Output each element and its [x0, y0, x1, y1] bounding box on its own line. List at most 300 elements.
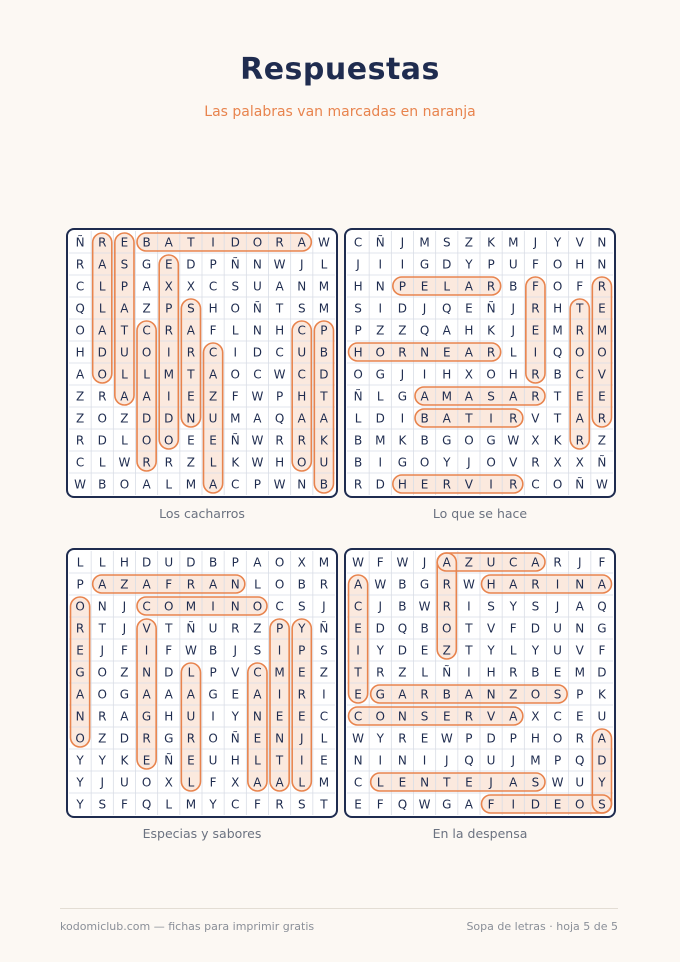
grid-letter: P — [298, 643, 306, 658]
grid-letter: D — [530, 621, 541, 636]
puzzle-caption: En la despensa — [432, 826, 528, 841]
grid-letter: F — [209, 323, 217, 338]
puzzle-grid-especias — [66, 548, 338, 818]
grid-letter: L — [320, 731, 328, 746]
grid-letter: V — [486, 709, 496, 724]
grid-letter: N — [353, 753, 363, 768]
grid-letter: U — [208, 621, 218, 636]
grid-letter: J — [422, 301, 427, 316]
grid-letter: D — [119, 731, 130, 746]
grid-letter: P — [576, 687, 584, 702]
grid-letter: Y — [376, 731, 384, 746]
grid-letter: J — [577, 555, 582, 570]
grid-letter: N — [297, 279, 307, 294]
grid-letter: E — [442, 709, 451, 724]
grid-letter: E — [275, 709, 284, 724]
grid-letter: O — [252, 599, 263, 614]
grid-letter: T — [354, 665, 362, 680]
grid-letter: J — [299, 731, 304, 746]
grid-letter: C — [253, 665, 262, 680]
grid-letter: U — [319, 455, 329, 470]
grid-letter: R — [376, 665, 385, 680]
grid-letter: R — [442, 577, 451, 592]
grid-letter: P — [320, 323, 328, 338]
grid-letter: P — [275, 621, 284, 636]
grid-letter: Y — [531, 643, 540, 658]
grid-letter: B — [398, 599, 407, 614]
grid-letter: O — [75, 731, 85, 746]
grid-letter: R — [98, 235, 107, 250]
grid-letter: R — [486, 279, 496, 294]
grid-letter: A — [353, 577, 363, 592]
grid-letter: P — [120, 279, 129, 294]
grid-letter: N — [142, 665, 152, 680]
grid-letter: H — [230, 753, 240, 768]
grid-letter: F — [231, 389, 239, 404]
grid-letter: F — [376, 555, 384, 570]
grid-letter: S — [297, 301, 306, 316]
grid-letter: K — [398, 433, 407, 448]
grid-letter: Ñ — [319, 621, 329, 636]
grid-letter: F — [576, 279, 584, 294]
grid-letter: O — [97, 665, 107, 680]
grid-letter: L — [187, 665, 195, 680]
grid-letter: L — [98, 555, 106, 570]
grid-letter: O — [97, 367, 107, 382]
grid-letter: Z — [120, 577, 129, 592]
grid-letter: Z — [398, 665, 407, 680]
grid-letter: V — [231, 665, 240, 680]
grid-letter: R — [575, 323, 584, 338]
grid-letter: U — [508, 257, 518, 272]
grid-letter: R — [231, 621, 240, 636]
grid-letter: C — [142, 599, 151, 614]
grid-letter: A — [509, 389, 518, 404]
grid-letter: L — [254, 577, 261, 592]
grid-letter: H — [530, 731, 540, 746]
grid-letter: A — [297, 411, 306, 426]
grid-letter: D — [97, 345, 107, 360]
grid-letter: J — [299, 257, 304, 272]
grid-letter: R — [464, 709, 474, 724]
grid-letter: Y — [231, 709, 239, 724]
grid-letter: G — [397, 455, 408, 470]
grid-letter: A — [75, 687, 85, 702]
grid-letter: T — [187, 235, 195, 250]
grid-letter: H — [297, 389, 307, 404]
grid-letter: M — [163, 367, 174, 382]
grid-letter: F — [531, 257, 539, 272]
grid-letter: I — [378, 257, 383, 272]
grid-letter: M — [318, 301, 330, 316]
grid-letter: P — [165, 301, 173, 316]
grid-letter: C — [553, 709, 562, 724]
grid-letter: U — [575, 775, 585, 790]
grid-letter: Q — [597, 599, 607, 614]
grid-letter: E — [76, 643, 84, 658]
grid-letter: V — [486, 621, 496, 636]
footer-divider — [60, 908, 618, 909]
grid-letter: B — [208, 555, 218, 570]
grid-letter: R — [297, 687, 306, 702]
grid-letter: N — [486, 687, 496, 702]
grid-letter: T — [465, 411, 473, 426]
puzzle-grid-lo-que-se-hace — [344, 228, 616, 498]
grid-letter: P — [553, 753, 562, 768]
grid-letter: R — [597, 411, 607, 426]
footer-page-info: Sopa de letras · hoja 5 de 5 — [466, 920, 618, 933]
grid-letter: O — [164, 599, 174, 614]
grid-letter: G — [419, 257, 430, 272]
grid-letter: N — [275, 731, 285, 746]
grid-letter: B — [319, 345, 329, 360]
grid-letter: G — [119, 687, 130, 702]
grid-letter: I — [166, 389, 171, 404]
grid-letter: U — [186, 709, 196, 724]
grid-letter: R — [186, 577, 196, 592]
grid-letter: O — [230, 301, 240, 316]
grid-letter: Ñ — [375, 235, 385, 250]
grid-letter: W — [352, 555, 365, 570]
grid-letter: Q — [442, 301, 452, 316]
grid-letter: Ñ — [486, 301, 496, 316]
grid-letter: Z — [398, 323, 407, 338]
grid-letter: F — [598, 643, 606, 658]
grid-letter: L — [231, 323, 239, 338]
grid-letter: Z — [442, 643, 451, 658]
grid-letter: Z — [597, 433, 607, 448]
grid-letter: Z — [208, 389, 218, 404]
grid-letter: P — [231, 555, 239, 570]
grid-letter: I — [400, 411, 405, 426]
grid-letter: C — [208, 279, 218, 294]
grid-letter: A — [120, 389, 129, 404]
grid-letter: Q — [419, 323, 430, 338]
grid-letter: B — [208, 643, 218, 658]
grid-letter: Ñ — [230, 731, 240, 746]
grid-letter: M — [274, 665, 285, 680]
grid-letter: R — [75, 621, 85, 636]
grid-letter: Z — [319, 665, 329, 680]
grid-letter: O — [486, 455, 496, 470]
grid-letter: L — [76, 555, 84, 570]
grid-letter: D — [442, 257, 452, 272]
grid-letter: M — [318, 775, 330, 790]
grid-letter: R — [575, 433, 584, 448]
grid-letter: W — [74, 477, 87, 492]
grid-letter: G — [164, 731, 174, 746]
grid-letter: I — [166, 345, 171, 360]
grid-letter: A — [275, 775, 284, 790]
grid-letter: Z — [75, 411, 85, 426]
grid-letter: L — [376, 775, 384, 790]
grid-letter: U — [486, 753, 496, 768]
grid-letter: X — [297, 555, 306, 570]
grid-letter: Z — [464, 235, 474, 250]
grid-letter: G — [375, 687, 385, 702]
grid-letter: W — [273, 477, 286, 492]
grid-letter: C — [142, 323, 151, 338]
grid-letter: M — [508, 235, 519, 250]
grid-letter: E — [575, 389, 584, 404]
grid-letter: W — [374, 577, 387, 592]
grid-letter: O — [97, 411, 107, 426]
grid-letter: R — [509, 411, 518, 426]
grid-letter: R — [98, 389, 107, 404]
grid-letter: N — [597, 235, 607, 250]
grid-letter: A — [98, 577, 107, 592]
grid-letter: P — [509, 731, 517, 746]
grid-letter: O — [552, 279, 563, 294]
grid-letter: N — [420, 345, 430, 360]
grid-letter: C — [231, 477, 240, 492]
grid-letter: W — [273, 257, 286, 272]
grid-letter: Y — [209, 797, 217, 812]
grid-letter: N — [230, 599, 240, 614]
grid-letter: H — [275, 455, 285, 470]
grid-letter: L — [165, 477, 173, 492]
grid-letter: W — [396, 555, 409, 570]
grid-letter: A — [464, 687, 474, 702]
grid-letter: G — [141, 709, 152, 724]
grid-letter: I — [233, 345, 238, 360]
grid-letter: O — [552, 731, 563, 746]
grid-letter: A — [297, 235, 306, 250]
grid-letter: O — [119, 477, 130, 492]
grid-letter: S — [531, 775, 540, 790]
grid-letter: W — [251, 433, 264, 448]
grid-letter: K — [553, 433, 562, 448]
grid-letter: H — [442, 367, 452, 382]
grid-letter: O — [375, 345, 385, 360]
grid-letter: Ñ — [252, 301, 262, 316]
grid-letter: J — [400, 235, 405, 250]
grid-letter: M — [596, 323, 608, 338]
grid-letter: D — [530, 797, 541, 812]
grid-letter: C — [208, 345, 218, 360]
grid-letter: Y — [98, 753, 106, 768]
grid-letter: Y — [376, 643, 384, 658]
grid-letter: J — [444, 753, 449, 768]
grid-letter: N — [375, 279, 385, 294]
grid-letter: P — [354, 323, 362, 338]
grid-letter: D — [397, 643, 408, 658]
grid-letter: T — [275, 301, 284, 316]
grid-letter: C — [531, 477, 540, 492]
grid-letter: A — [164, 687, 173, 702]
grid-letter: E — [209, 433, 217, 448]
grid-letter: Y — [76, 753, 84, 768]
grid-letter: B — [353, 433, 363, 448]
grid-letter: I — [467, 599, 471, 614]
grid-letter: L — [509, 643, 517, 658]
grid-letter: A — [186, 323, 196, 338]
grid-letter: A — [208, 367, 218, 382]
grid-letter: Ñ — [353, 389, 363, 404]
grid-letter: E — [297, 665, 306, 680]
grid-letter: N — [575, 577, 585, 592]
grid-letter: U — [553, 643, 562, 658]
grid-letter: A — [575, 599, 584, 614]
grid-letter: D — [375, 477, 385, 492]
grid-letter: D — [230, 235, 240, 250]
grid-letter: I — [400, 257, 405, 272]
grid-letter: E — [164, 257, 173, 272]
grid-letter: A — [98, 257, 107, 272]
grid-letter: K — [231, 455, 240, 470]
grid-letter: R — [442, 599, 451, 614]
grid-letter: C — [231, 797, 240, 812]
grid-letter: K — [597, 687, 606, 702]
grid-letter: A — [575, 411, 584, 426]
grid-letter: Z — [120, 411, 129, 426]
grid-letter: J — [356, 257, 360, 272]
grid-letter: D — [397, 301, 408, 316]
grid-letter: E — [297, 709, 306, 724]
grid-letter: H — [164, 709, 174, 724]
grid-letter: A — [120, 709, 129, 724]
grid-letter: J — [511, 323, 516, 338]
grid-letter: Y — [465, 257, 473, 272]
grid-letter: Q — [141, 797, 152, 812]
grid-letter: F — [509, 621, 517, 636]
grid-letter: A — [509, 709, 518, 724]
grid-letter: X — [575, 455, 584, 470]
grid-letter: K — [487, 235, 496, 250]
grid-letter: V — [531, 411, 540, 426]
grid-letter: Y — [598, 775, 606, 790]
grid-letter: S — [487, 389, 495, 404]
grid-letter: A — [142, 279, 151, 294]
grid-letter: A — [186, 687, 196, 702]
grid-letter: E — [187, 753, 195, 768]
grid-letter: A — [442, 555, 451, 570]
grid-letter: N — [230, 577, 240, 592]
grid-letter: R — [75, 433, 85, 448]
grid-letter: M — [185, 599, 197, 614]
grid-letter: A — [531, 555, 540, 570]
grid-letter: A — [142, 477, 151, 492]
grid-letter: X — [531, 433, 540, 448]
grid-letter: X — [164, 775, 173, 790]
grid-letter: L — [187, 775, 195, 790]
grid-letter: Q — [397, 797, 408, 812]
grid-letter: N — [252, 257, 262, 272]
grid-letter: S — [320, 643, 328, 658]
grid-letter: C — [319, 709, 329, 724]
grid-letter: A — [464, 389, 474, 404]
grid-letter: V — [509, 455, 518, 470]
grid-letter: O — [97, 687, 107, 702]
grid-letter: K — [319, 433, 328, 448]
grid-letter: W — [184, 643, 197, 658]
grid-letter: Ñ — [442, 665, 452, 680]
grid-letter: I — [511, 797, 516, 812]
grid-letter: N — [575, 621, 585, 636]
grid-letter: S — [553, 687, 562, 702]
grid-letter: I — [299, 753, 304, 768]
grid-letter: M — [552, 323, 563, 338]
grid-letter: Q — [575, 753, 585, 768]
grid-letter: A — [597, 731, 607, 746]
grid-letter: R — [398, 345, 407, 360]
grid-letter: F — [376, 797, 384, 812]
grid-letter: I — [378, 753, 383, 768]
grid-letter: B — [353, 455, 363, 470]
grid-letter: A — [120, 301, 129, 316]
page-subtitle: Las palabras van marcadas en naranja — [204, 104, 476, 120]
grid-letter: I — [277, 687, 282, 702]
grid-letter: A — [164, 235, 173, 250]
grid-letter: E — [420, 731, 429, 746]
grid-letter: Z — [253, 621, 262, 636]
grid-letter: P — [76, 577, 84, 592]
grid-letter: Z — [376, 323, 385, 338]
grid-letter: U — [120, 345, 129, 360]
grid-letter: T — [165, 621, 173, 636]
grid-letter: X — [553, 455, 562, 470]
grid-letter: Ñ — [186, 621, 196, 636]
grid-letter: L — [254, 753, 261, 768]
grid-letter: O — [274, 555, 285, 570]
grid-letter: N — [75, 709, 85, 724]
grid-letter: I — [555, 577, 560, 592]
grid-letter: Y — [487, 643, 495, 658]
grid-letter: L — [121, 367, 128, 382]
grid-letter: G — [442, 797, 452, 812]
grid-letter: U — [597, 709, 607, 724]
grid-letter: F — [598, 555, 606, 570]
grid-letter: M — [230, 411, 241, 426]
grid-letter: O — [464, 433, 474, 448]
grid-letter: I — [211, 235, 215, 250]
grid-letter: C — [75, 279, 85, 294]
grid-letter: T — [553, 411, 562, 426]
grid-letter: K — [487, 323, 496, 338]
grid-letter: F — [120, 643, 128, 658]
grid-letter: E — [187, 433, 195, 448]
grid-letter: H — [508, 367, 518, 382]
grid-letter: J — [422, 555, 427, 570]
grid-letter: L — [443, 279, 451, 294]
grid-letter: B — [509, 279, 518, 294]
grid-letter: Ñ — [597, 455, 607, 470]
grid-letter: J — [122, 599, 127, 614]
grid-letter: T — [553, 389, 562, 404]
grid-letter: I — [489, 411, 493, 426]
grid-letter: E — [465, 301, 473, 316]
grid-letter: A — [442, 323, 451, 338]
grid-letter: S — [187, 301, 195, 316]
grid-letter: A — [253, 775, 262, 790]
grid-letter: O — [208, 731, 218, 746]
grid-letter: R — [509, 665, 518, 680]
grid-letter: H — [75, 345, 85, 360]
grid-letter: B — [553, 367, 562, 382]
grid-letter: D — [186, 257, 196, 272]
grid-letter: R — [486, 345, 496, 360]
grid-letter: H — [464, 323, 474, 338]
grid-letter: C — [253, 367, 262, 382]
grid-letter: W — [440, 731, 453, 746]
grid-letter: E — [598, 301, 606, 316]
grid-letter: T — [465, 643, 473, 658]
grid-letter: I — [378, 455, 383, 470]
grid-letter: N — [397, 709, 407, 724]
grid-letter: T — [576, 301, 584, 316]
grid-letter: B — [420, 433, 429, 448]
grid-letter: Z — [464, 555, 474, 570]
